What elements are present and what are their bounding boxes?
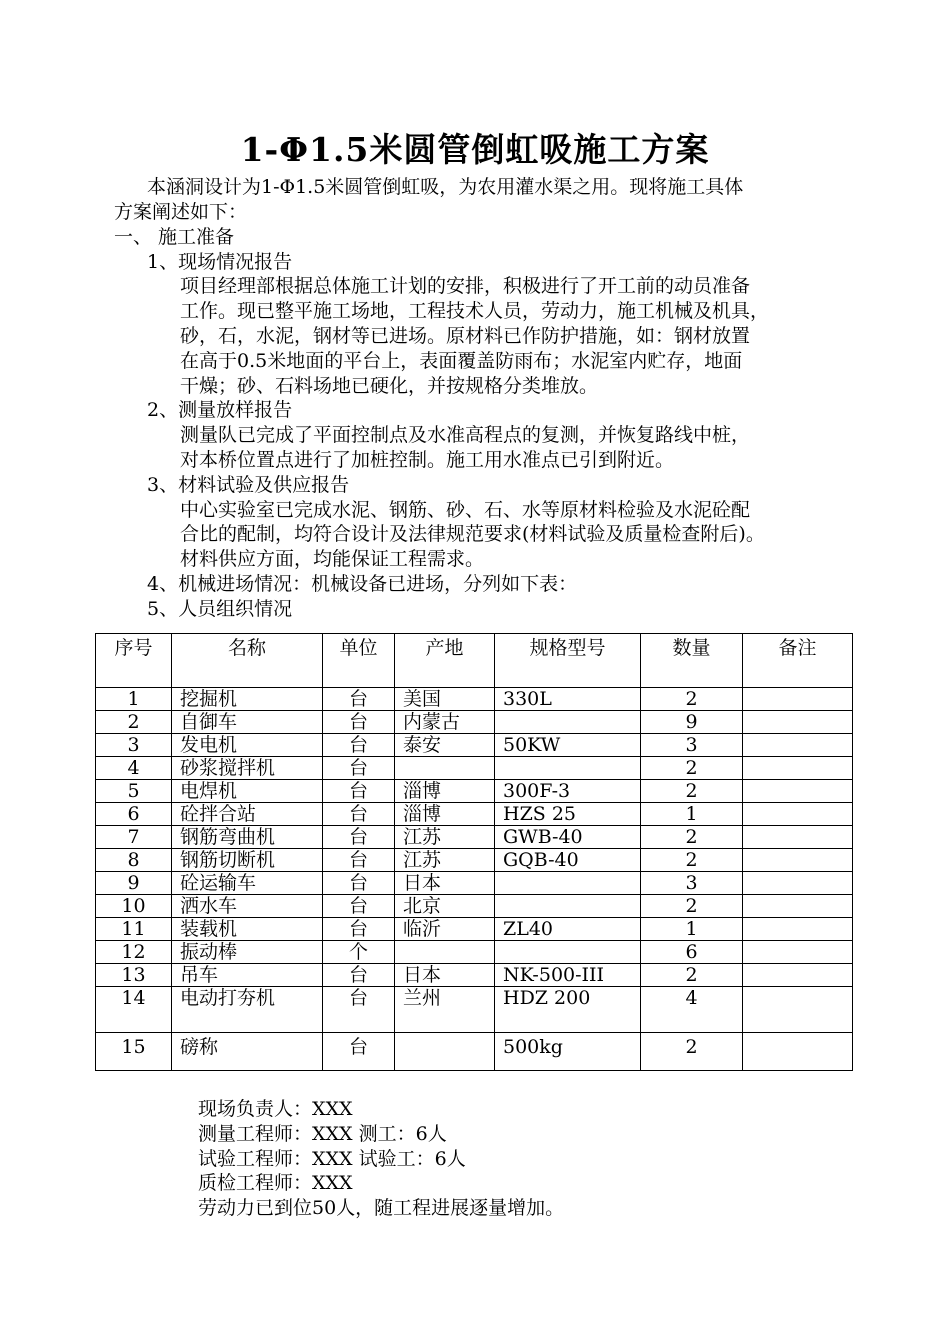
cell-model: GWB-40 — [495, 826, 641, 849]
cell-name: 砼运输车 — [172, 872, 323, 895]
item-1-line: 在高于0.5米地面的平台上，表面覆盖防雨布；水泥室内贮存，地面 — [180, 350, 743, 372]
document-title: 1-Φ1.5米圆管倒虹吸施工方案 — [240, 130, 710, 169]
section-1-heading: 一、 施工准备 — [114, 226, 235, 248]
item-1-line: 砂，石，水泥，钢材等已进场。原材料已作防护措施，如：钢材放置 — [180, 325, 751, 347]
cell-unit: 台 — [323, 688, 395, 711]
table-row — [96, 780, 853, 803]
cell-origin — [395, 941, 495, 964]
header-cell-unit: 单位 — [323, 634, 395, 688]
cell-remark — [743, 1033, 853, 1071]
intro-line-1: 本涵洞设计为1-Φ1.5米圆管倒虹吸，为农用灌水渠之用。现将施工具体 — [147, 176, 744, 198]
personnel-line: 测量工程师：XXX 测工：6人 — [198, 1123, 447, 1145]
personnel-line: 现场负责人：XXX — [198, 1098, 353, 1120]
cell-model: HDZ 200 — [495, 987, 641, 1033]
cell-no: 7 — [96, 826, 172, 849]
cell-no: 12 — [96, 941, 172, 964]
cell-remark — [743, 780, 853, 803]
cell-name: 振动棒 — [172, 941, 323, 964]
header-cell-no: 序号 — [96, 634, 172, 688]
cell-no: 9 — [96, 872, 172, 895]
personnel-line: 试验工程师：XXX 试验工：6人 — [198, 1148, 466, 1170]
table-row — [96, 849, 853, 872]
cell-quantity: 4 — [641, 987, 743, 1033]
cell-model: 300F-3 — [495, 780, 641, 803]
cell-quantity: 2 — [641, 688, 743, 711]
cell-origin: 日本 — [395, 964, 495, 987]
cell-origin: 美国 — [395, 688, 495, 711]
item-3-line: 合比的配制，均符合设计及法律规范要求(材料试验及质量检查附后)。 — [180, 523, 765, 545]
cell-remark — [743, 872, 853, 895]
cell-unit: 台 — [323, 780, 395, 803]
header-cell-model: 规格型号 — [495, 634, 641, 688]
cell-origin: 淄博 — [395, 780, 495, 803]
item-2-line: 对本桥位置点进行了加桩控制。施工用水准点已引到附近。 — [180, 449, 675, 471]
cell-model — [495, 895, 641, 918]
cell-model — [495, 757, 641, 780]
cell-name: 磅称 — [172, 1033, 323, 1071]
item-4-heading: 4、机械进场情况：机械设备已进场，分列如下表： — [147, 573, 578, 595]
cell-model: 500kg — [495, 1033, 641, 1071]
cell-name: 装载机 — [172, 918, 323, 941]
cell-remark — [743, 918, 853, 941]
cell-unit: 台 — [323, 987, 395, 1033]
cell-quantity: 2 — [641, 780, 743, 803]
cell-no: 3 — [96, 734, 172, 757]
cell-quantity: 1 — [641, 803, 743, 826]
cell-no: 5 — [96, 780, 172, 803]
cell-name: 自御车 — [172, 711, 323, 734]
table-row — [96, 872, 853, 895]
table-row — [96, 826, 853, 849]
table-row — [96, 895, 853, 918]
cell-remark — [743, 711, 853, 734]
cell-unit: 台 — [323, 711, 395, 734]
cell-remark — [743, 849, 853, 872]
cell-remark — [743, 688, 853, 711]
table-row — [96, 803, 853, 826]
cell-quantity: 6 — [641, 941, 743, 964]
personnel-line: 质检工程师：XXX — [198, 1172, 353, 1194]
item-1-heading: 1、现场情况报告 — [147, 251, 293, 273]
cell-origin: 日本 — [395, 872, 495, 895]
cell-name: 发电机 — [172, 734, 323, 757]
cell-remark — [743, 826, 853, 849]
cell-remark — [743, 803, 853, 826]
cell-remark — [743, 941, 853, 964]
cell-no: 11 — [96, 918, 172, 941]
table-row — [96, 734, 853, 757]
cell-unit: 台 — [323, 757, 395, 780]
cell-quantity: 2 — [641, 895, 743, 918]
cell-name: 洒水车 — [172, 895, 323, 918]
table-row — [96, 1033, 853, 1071]
cell-model: NK-500-III — [495, 964, 641, 987]
cell-unit: 台 — [323, 872, 395, 895]
cell-origin — [395, 1033, 495, 1071]
cell-unit: 台 — [323, 849, 395, 872]
cell-unit: 台 — [323, 918, 395, 941]
cell-unit: 个 — [323, 941, 395, 964]
cell-origin: 江苏 — [395, 849, 495, 872]
cell-no: 2 — [96, 711, 172, 734]
cell-quantity: 3 — [641, 872, 743, 895]
cell-unit: 台 — [323, 826, 395, 849]
cell-origin: 兰州 — [395, 987, 495, 1033]
cell-origin: 临沂 — [395, 918, 495, 941]
cell-no: 6 — [96, 803, 172, 826]
cell-origin: 内蒙古 — [395, 711, 495, 734]
item-2-line: 测量队已完成了平面控制点及水准高程点的复测，并恢复路线中桩， — [180, 424, 751, 446]
cell-origin: 泰安 — [395, 734, 495, 757]
table-row — [96, 918, 853, 941]
cell-no: 8 — [96, 849, 172, 872]
cell-model: ZL40 — [495, 918, 641, 941]
table-row — [96, 964, 853, 987]
item-3-line: 材料供应方面，均能保证工程需求。 — [180, 548, 485, 570]
cell-no: 15 — [96, 1033, 172, 1071]
cell-unit: 台 — [323, 734, 395, 757]
cell-unit: 台 — [323, 803, 395, 826]
cell-remark — [743, 734, 853, 757]
personnel-line: 劳动力已到位50人，随工程进展逐量增加。 — [198, 1197, 565, 1219]
cell-name: 电焊机 — [172, 780, 323, 803]
intro-line-2: 方案阐述如下： — [114, 201, 248, 223]
cell-model — [495, 711, 641, 734]
header-cell-origin: 产地 — [395, 634, 495, 688]
header-cell-name: 名称 — [172, 634, 323, 688]
cell-model: HZS 25 — [495, 803, 641, 826]
item-3-heading: 3、材料试验及供应报告 — [147, 474, 350, 496]
cell-name: 电动打夯机 — [172, 987, 323, 1033]
table-row — [96, 941, 853, 964]
cell-no: 14 — [96, 987, 172, 1033]
table-header-row — [96, 634, 853, 688]
cell-origin: 江苏 — [395, 826, 495, 849]
cell-remark — [743, 964, 853, 987]
item-1-line: 项目经理部根据总体施工计划的安排，积极进行了开工前的动员准备 — [180, 275, 751, 297]
cell-name: 钢筋切断机 — [172, 849, 323, 872]
cell-origin: 北京 — [395, 895, 495, 918]
cell-unit: 台 — [323, 964, 395, 987]
cell-no: 4 — [96, 757, 172, 780]
cell-unit: 台 — [323, 895, 395, 918]
cell-name: 吊车 — [172, 964, 323, 987]
cell-quantity: 3 — [641, 734, 743, 757]
table-row — [96, 757, 853, 780]
cell-name: 砂浆搅拌机 — [172, 757, 323, 780]
cell-remark — [743, 757, 853, 780]
cell-origin: 淄博 — [395, 803, 495, 826]
cell-no: 13 — [96, 964, 172, 987]
cell-model — [495, 872, 641, 895]
cell-remark — [743, 895, 853, 918]
cell-quantity: 2 — [641, 1033, 743, 1071]
cell-quantity: 1 — [641, 918, 743, 941]
cell-origin — [395, 757, 495, 780]
cell-model — [495, 941, 641, 964]
cell-name: 钢筋弯曲机 — [172, 826, 323, 849]
item-3-line: 中心实验室已完成水泥、钢筋、砂、石、水等原材料检验及水泥砼配 — [180, 499, 751, 521]
cell-quantity: 9 — [641, 711, 743, 734]
cell-quantity: 2 — [641, 757, 743, 780]
table-row — [96, 711, 853, 734]
cell-name: 挖掘机 — [172, 688, 323, 711]
table-row — [96, 987, 853, 1033]
header-cell-remark: 备注 — [743, 634, 853, 688]
table-row — [96, 688, 853, 711]
cell-unit: 台 — [323, 1033, 395, 1071]
equipment-table — [95, 633, 853, 1071]
cell-no: 1 — [96, 688, 172, 711]
header-cell-quantity: 数量 — [641, 634, 743, 688]
item-1-line: 干燥；砂、石料场地已硬化，并按规格分类堆放。 — [180, 375, 599, 397]
cell-model: 330L — [495, 688, 641, 711]
item-1-line: 工作。现已整平施工场地，工程技术人员，劳动力，施工机械及机具， — [180, 300, 770, 322]
cell-quantity: 2 — [641, 964, 743, 987]
cell-model: 50KW — [495, 734, 641, 757]
cell-quantity: 2 — [641, 849, 743, 872]
item-5-heading: 5、人员组织情况 — [147, 598, 293, 620]
cell-remark — [743, 987, 853, 1033]
cell-model: GQB-40 — [495, 849, 641, 872]
cell-no: 10 — [96, 895, 172, 918]
item-2-heading: 2、测量放样报告 — [147, 399, 293, 421]
cell-quantity: 2 — [641, 826, 743, 849]
cell-name: 砼拌合站 — [172, 803, 323, 826]
